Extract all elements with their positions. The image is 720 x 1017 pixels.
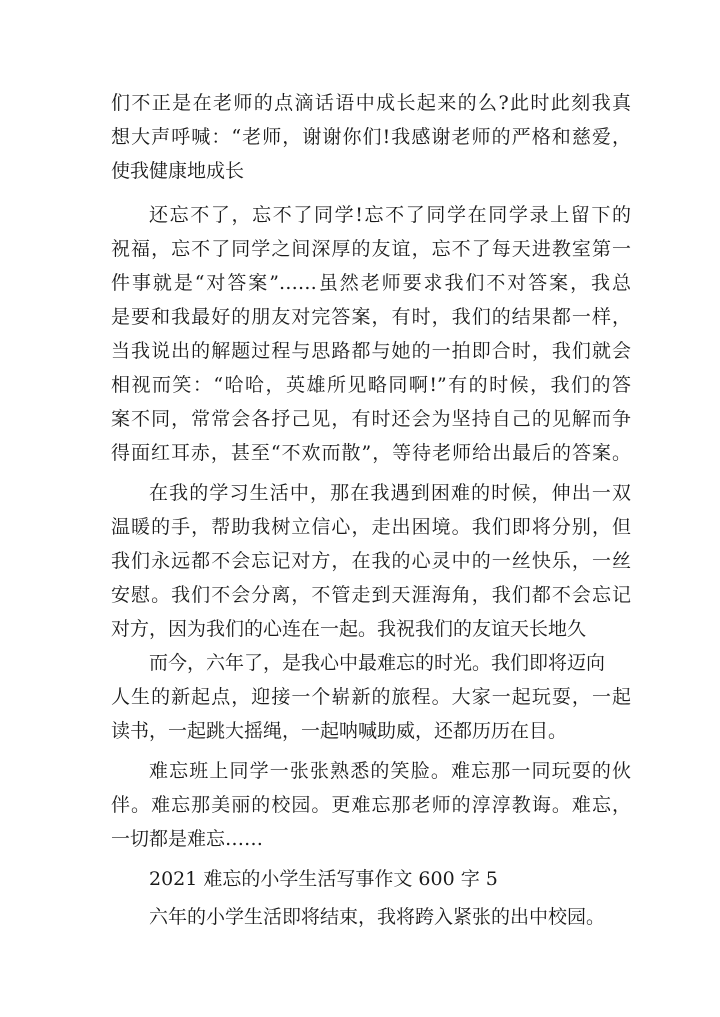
text-line: 温暖的手，帮助我树立信心，走出困境。我们即将分别，但 bbox=[111, 516, 631, 538]
text-line: 读书，一起跳大摇绳，一起呐喊助威，还都历历在目。 bbox=[111, 720, 568, 742]
text-line: 想大声呼喊：“老师，谢谢你们!我感谢老师的严格和慈爱， bbox=[111, 126, 631, 148]
text-line: 使我健康地成长 bbox=[111, 160, 245, 182]
text-line: 祝福，忘不了同学之间深厚的友谊，忘不了每天进教室第一 bbox=[111, 238, 631, 260]
paragraph-first-line: 在我的学习生活中，那在我遇到困难的时候，伸出一双 bbox=[149, 482, 631, 504]
paragraph-first-line: 还忘不了，忘不了同学!忘不了同学在同学录上留下的 bbox=[149, 204, 631, 226]
text-line: 是要和我最好的朋友对完答案，有时，我们的结果都一样， bbox=[111, 306, 631, 328]
text-line: 人生的新起点，迎接一个崭新的旅程。大家一起玩耍，一起 bbox=[111, 686, 631, 708]
text-line: 对方，因为我们的心连在一起。我祝我们的友谊天长地久 bbox=[111, 618, 587, 640]
text-line: 一切都是难忘…… bbox=[111, 828, 264, 850]
section-heading: 2021 难忘的小学生活写事作文 600 字 5 bbox=[149, 868, 498, 890]
text-line: 们不正是在老师的点滴话语中成长起来的么?此时此刻我真 bbox=[111, 92, 631, 114]
text-line: 件事就是“对答案”……虽然老师要求我们不对答案，我总 bbox=[111, 272, 631, 294]
text-line: 案不同，常常会各抒己见，有时还会为坚持自己的见解而争 bbox=[111, 408, 631, 430]
paragraph-first-line: 六年的小学生活即将结束，我将跨入紧张的出中校园。 bbox=[149, 906, 606, 928]
text-line: 伴。难忘那美丽的校园。更难忘那老师的淳淳教诲。难忘， bbox=[111, 794, 631, 816]
text-line: 相视而笑：“哈哈，英雄所见略同啊!”有的时候，我们的答 bbox=[111, 374, 631, 396]
text-line: 当我说出的解题过程与思路都与她的一拍即合时，我们就会 bbox=[111, 340, 631, 362]
text-line: 我们永远都不会忘记对方，在我的心灵中的一丝快乐，一丝 bbox=[111, 550, 631, 572]
paragraph-first-line: 而今，六年了，是我心中最难忘的时光。我们即将迈向 bbox=[149, 652, 606, 674]
paragraph-first-line: 难忘班上同学一张张熟悉的笑脸。难忘那一同玩耍的伙 bbox=[149, 760, 631, 782]
text-line: 得面红耳赤，甚至“不欢而散”，等待老师给出最后的答案。 bbox=[111, 442, 631, 464]
text-line: 安慰。我们不会分离，不管走到天涯海角，我们都不会忘记 bbox=[111, 584, 631, 606]
